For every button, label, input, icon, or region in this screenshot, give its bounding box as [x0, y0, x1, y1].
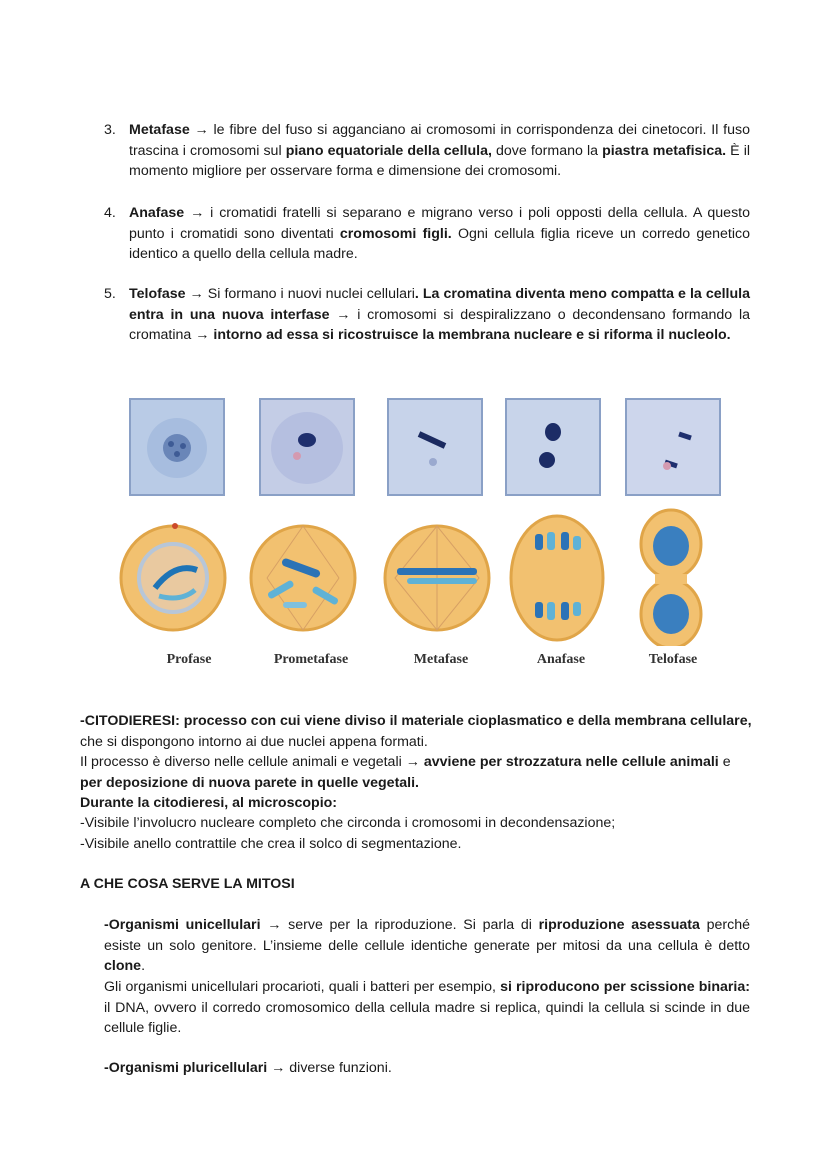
- cell-metafase: [385, 526, 489, 630]
- text-run: Il processo è diverso nelle cellule animali e vegetali →: [80, 754, 424, 770]
- bold-text: si riproducono per scissione binaria:: [500, 979, 750, 995]
- list-number: 5.: [104, 286, 116, 302]
- text-run: -Visibile anello contrattile che crea il solco di segmentazione.: [80, 836, 462, 852]
- micrograph-metafase: [387, 398, 483, 496]
- list-number: 3.: [104, 122, 116, 138]
- bold-text: Durante la citodieresi, al microscopio:: [80, 795, 338, 811]
- mitosi-paragraph: [104, 977, 750, 1039]
- bold-text: Anafase: [129, 205, 185, 221]
- bold-text: piastra metafisica.: [602, 142, 727, 159]
- mitosi-paragraph: [104, 1058, 750, 1079]
- micrograph-prometafase: [259, 398, 355, 496]
- mitosis-figure: [115, 398, 735, 678]
- cell-anafase: [511, 516, 603, 640]
- list-number: 4.: [104, 205, 116, 221]
- micrograph-anafase: [505, 398, 601, 496]
- phase-item-telofase: [104, 284, 750, 346]
- citodieresi-line: [80, 752, 752, 793]
- bold-text: . La cromatina diventa meno compatta e la cellula entra in una nuova interfase: [129, 286, 750, 323]
- micrograph-telofase: [625, 398, 721, 496]
- text-run: Gli organismi unicellulari procarioti, quali i batteri per esempio,: [104, 979, 501, 995]
- bold-text: Telofase: [129, 286, 186, 302]
- bold-text: clone: [104, 958, 142, 974]
- bold-text: piano equatoriale della cellula,: [285, 142, 492, 159]
- phase-text: [129, 284, 750, 346]
- cell-prometafase: [251, 526, 355, 630]
- citodieresi-line: [80, 793, 752, 814]
- phase-item-metafase: [104, 120, 750, 182]
- citodieresi-line: [80, 813, 752, 834]
- figure-label-metafase: Metafase: [413, 652, 469, 667]
- bold-text: Metafase: [129, 122, 190, 138]
- mitosi-paragraph: [104, 915, 750, 977]
- text-run: -Visibile l’involucro nucleare completo che circonda i cromosomi in decondensazione;: [80, 815, 616, 831]
- text-run: → diverse funzioni.: [267, 1060, 392, 1076]
- phase-item-anafase: [104, 203, 750, 265]
- cell-telofase: [641, 510, 701, 646]
- text-run: Ogni cellula figlia riceve un corredo genetico identico a quello della cellula madre.: [129, 225, 750, 262]
- text-run: → i cromosomi si despiralizzano o decondensano formando la cromatina →: [129, 306, 750, 343]
- text-run: e: [718, 754, 731, 770]
- bold-text: riproduzione asessuata: [538, 917, 700, 933]
- text-run: dove formano la: [491, 142, 603, 159]
- text-run: .: [141, 958, 146, 974]
- bold-text: -CITODIERESI: processo con cui viene diviso il materiale cioplasmatico e della membrana cellulare,: [80, 713, 752, 729]
- citodieresi-line: [80, 834, 752, 855]
- bold-text: cromosomi figli.: [339, 225, 452, 242]
- cell-diagrams: [115, 506, 735, 646]
- figure-label-telofase: Telofase: [648, 652, 698, 667]
- text-run: È il momento migliore per osservare forma e dimensione dei cromosomi.: [129, 142, 751, 179]
- figure-label-profase: Profase: [166, 652, 212, 667]
- text-run: → i cromatidi fratelli si separano e migrano verso i poli opposti della cellula. A questo punto i cromatidi sono diventati: [129, 205, 750, 242]
- text-run: → le fibre del fuso si agganciano ai cromosomi in corrispondenza dei cinetocori. Il fuso trascina i cromosomi sul: [129, 122, 750, 159]
- micrograph-profase: [129, 398, 225, 496]
- text-run: perché esiste un solo genitore. L’insieme delle cellule identiche generate per mitosi da una cellula è detto: [104, 917, 750, 954]
- bold-text: avviene per strozzatura nelle cellule animali: [423, 754, 719, 770]
- section-title: A CHE COSA SERVE LA MITOSI: [80, 876, 295, 892]
- phase-text: [129, 120, 750, 182]
- text-run: il DNA, ovvero il corredo cromosomico della cellula madre si replica, quindi la cellula si scinde in due cellule figlie.: [104, 999, 750, 1036]
- phase-text: [129, 203, 750, 265]
- text-run: → serve per la riproduzione. Si parla di: [260, 917, 539, 933]
- text-run: → Si formano i nuovi nuclei cellulari: [185, 286, 415, 302]
- bold-text: -Organismi unicellulari: [104, 917, 261, 933]
- cell-profase: [121, 523, 225, 630]
- citodieresi-line: [80, 711, 752, 752]
- bold-text: per deposizione di nuova parete in quelle vegetali.: [80, 774, 420, 791]
- figure-label-prometafase: Prometafase: [273, 652, 349, 667]
- figure-label-anafase: Anafase: [536, 652, 586, 667]
- text-run: che si dispongono intorno ai due nuclei appena formati.: [80, 733, 428, 750]
- bold-text: -Organismi pluricellulari: [104, 1060, 268, 1076]
- bold-text: intorno ad essa si ricostruisce la membrana nucleare e si riforma il nucleolo.: [213, 327, 731, 343]
